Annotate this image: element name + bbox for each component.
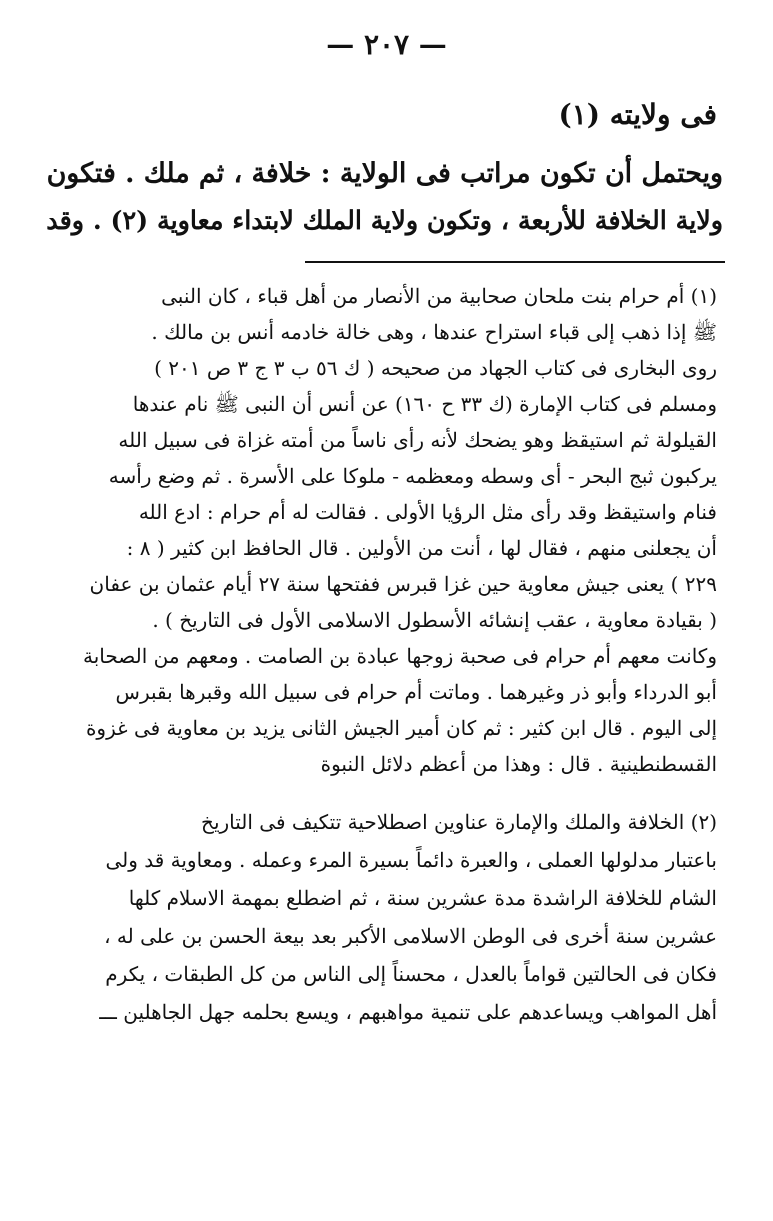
footnote-line: عشرين سنة أخرى فى الوطن الاسلامى الأكبر بعد بيعة الحسن بن على له ،: [104, 924, 717, 948]
footnote-line: فكان فى الحالتين قواماً بالعدل ، محسناً إلى الناس من كل الطبقات ، يكرم: [105, 962, 717, 986]
footnote-divider: [305, 261, 725, 263]
footnote-line: ﷺ إذا ذهب إلى قباء استراح عندها ، وهى خالة خادمه أنس بن مالك .: [151, 320, 717, 344]
page-number: — ٢٠٧ —: [326, 28, 447, 61]
footnote-line: أبو الدرداء وأبو ذر وغيرهما . وماتت أم حرام فى سبيل الله وقبرها بقبرس: [115, 680, 717, 704]
footnote-line: القسطنطينية . قال : وهذا من أعظم دلائل النبوة: [320, 752, 717, 776]
footnote-line: (٢) الخلافة والملك والإمارة عناوين اصطلاحية تتكيف فى التاريخ: [201, 810, 717, 834]
footnote-line: ومسلم فى كتاب الإمارة (ك ٣٣ ح ١٦٠) عن أنس أن النبى ﷺ نام عندها: [132, 392, 717, 416]
footnote-line: روى البخارى فى كتاب الجهاد من صحيحه ( ك ٥٦ ب ٣ ج ٣ ص ٢٠١ ): [154, 356, 717, 380]
footnote-line: باعتبار مدلولها العملى ، والعبرة دائماً بسيرة المرء وعمله . ومعاوية قد ولى: [105, 848, 717, 872]
footnote-line: وكانت معهم أم حرام فى صحبة زوجها عبادة بن الصامت . ومعهم من الصحابة: [83, 644, 717, 668]
footnote-line: أهل المواهب ويساعدهم على تنمية مواهبهم ، ويسع بحلمه جهل الجاهلين ـــ: [99, 1000, 717, 1024]
footnote-line: الشام للخلافة الراشدة مدة عشرين سنة ، ثم اضطلع بمهمة الاسلام كلها: [128, 886, 717, 910]
footnote-line: إلى اليوم . قال ابن كثير : ثم كان أمير الجيش الثانى يزيد بن معاوية فى غزوة: [85, 716, 717, 740]
footnote-line: أن يجعلنى منهم ، فقال لها ، أنت من الأولين . قال الحافظ ابن كثير ( ٨ :: [126, 536, 717, 560]
main-text-line: فى ولايته (١): [558, 98, 717, 131]
main-text-line: ولاية الخلافة للأربعة ، وتكون ولاية الملك لابتداء معاوية (٢) . وقد: [46, 205, 723, 235]
footnote-line: ٢٢٩ ) يعنى جيش معاوية حين غزا قبرس ففتحها سنة ٢٧ أيام عثمان بن عفان: [89, 572, 717, 596]
footnote-line: يركبون ثبج البحر - أى وسطه ومعظمه - ملوكا على الأسرة . ثم وضع رأسه: [108, 464, 717, 488]
footnote-line: فنام واستيقظ وقد رأى مثل الرؤيا الأولى . فقالت له أم حرام : ادع الله: [138, 500, 717, 524]
main-text-line: ويحتمل أن تكون مراتب فى الولاية : خلافة ، ثم ملك . فتكون: [46, 158, 723, 189]
footnote-line: (١) أم حرام بنت ملحان صحابية من الأنصار من أهل قباء ، كان النبى: [161, 284, 717, 308]
footnote-line: القيلولة ثم استيقظ وهو يضحك لأنه رأى ناساً من أمته غزاة فى سبيل الله: [118, 428, 717, 452]
footnote-line: ( بقيادة معاوية ، عقب إنشائه الأسطول الاسلامى الأول فى التاريخ ) .: [152, 608, 717, 632]
